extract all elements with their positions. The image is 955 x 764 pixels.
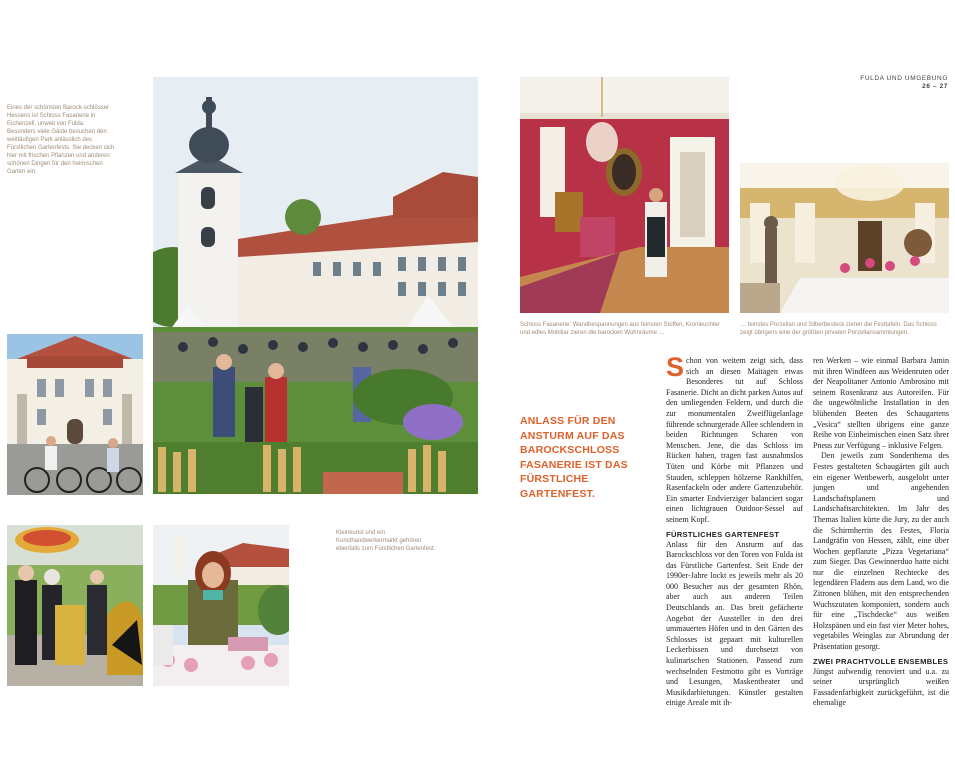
castle-garden-photo <box>153 77 478 494</box>
red-room-photo <box>520 77 729 313</box>
interior-left-caption: Schloss Fasanerie: Wandbespannungen aus feinsten Stoffen, Kronleuchter und edles Mobiliar zieren die barocken Wohnräume … <box>520 322 720 336</box>
article-paragraph: Anlass für den Ansturm auf das Barockschloss vor den Toren von Fulda ist das Fürstliche Gartenfest. Seit Ende der 1990er-Jahre lockt es jeweils mehr als 20 000 Besucher aus der gesamten Rhön, aber auch aus anderen Teilen Deutschlands an. Das breit gefächerte Angebot der Aussteller in den drei ummauerten Höfen und in den Gärten des Schlosses ist gepaart mit kulturellen Leckerbissen und durchsetzt von kulinarischen Stationen. Passend zum wechselnden Festmotto gibt es Vorträge und Lesungen, Maskentheater und Musikdarbietungen. Künstler gestalten einige Areale mit ih- <box>666 539 803 708</box>
article-lead: chon von weitem zeigt sich, dass sich an diesen Maitagen etwas Besonderes tut auf Schloss Fasanerie. Dicht an dicht parken Autos auf den umliegenden Feldern, und durch die zur monumentalen Zweiflügelanlage führende schnurgerade Allee schlendern in beiden Richtungen Scharen von Menschen. Jene, die das Schloss im Rücken haben, tragen fast ausnahmslos Tüten und Körbe mit Pflanzen und Stauden, schleppen hölzerne Rankhilfen, Rasenfackeln oder andere Gartenzubehör. Ein smarter Endvierziger balanciert sogar einen lichtgrauen Outdoor-Sessel auf seinem Kopf. <box>666 356 803 524</box>
interior-right-caption: … feinstes Porzellan und Silberbesteck zieren die Festtafeln. Das Schloss zeigt übrigens eine der größten privaten Porzellansammlungen. <box>740 322 937 336</box>
castle-gate-cyclists-photo <box>7 334 143 495</box>
subheading-gartenfest: FÜRSTLICHES GARTENFEST <box>666 529 780 539</box>
pull-quote: ANLASS FÜR DEN ANSTURM AUF DAS BAROCKSCHLOSS FASANERIE IST DAS FÜRSTLICHE GARTENFEST. <box>520 415 628 500</box>
subheading-ensembles: ZWEI PRACHTVOLLE ENSEMBLES <box>813 656 949 666</box>
market-stall-photo <box>153 525 289 686</box>
article-paragraph: ren Werken – wie einmal Barbara Jamin mit ihren Windfeen aus Weidenruten oder der Neapolitaner Antonio Ambrosino mit seinem Rosenkranz aus Autoreifen. Für die ungewöhnliche Installation in den blühenden Beeten des Schaugartens „Vesica“ stellten übrigens eine ganze Reihe von Einheimischen einen Satz ihrer Pneus zur Verfügung – inklusive Felgen. <box>813 356 949 450</box>
banquet-table-photo <box>740 163 949 313</box>
article-column-1 <box>666 352 803 709</box>
market-caption: Kleinkunst und ein Kunsthandwerkermarkt gehören ebenfalls zum Fürstlichen Gartenfest. <box>336 530 436 552</box>
running-header <box>848 75 948 91</box>
performers-photo <box>7 525 143 686</box>
article-column-2 <box>813 356 949 709</box>
drop-cap: S <box>666 352 685 382</box>
intro-caption: Eines der schönsten Barock-schlösser Hessens ist Schloss Fasanerie in Eichenzell, unweit von Fulda. Besonders viele Gäste besuchen den weitläufigen Park anlässlich des Fürstlichen Gartenfests. Sie decken sich hier mit frischen Pflanzen und anderen schönen Dingen für den heimischen Garten ein. <box>7 105 115 175</box>
article-paragraph: Jüngst aufwendig renoviert und u.a. zu seiner ursprünglich weißen Fassadenfarbigkeit zurückgeführt, ist die ehemalige <box>813 666 949 708</box>
page-numbers: 26 – 27 <box>922 83 948 90</box>
article-paragraph: Den jeweils zum Sonderthema des Festes gestalteten Schaugärten gilt auch ein eigener Wettbewerb, ausgelobt unter jungen und angehenden Landschaftsplanern und Landschaftsarchitekten. Im Jahr des Themas Italien kürte die Jury, zu der auch die Schirmherrin des Festes, Floria Landgräfin von Hessen, zählt, eine über Wochen gepflanzte „Pizza Vegetariana“ zum Sieger. Das Gewinnerduo hatte nicht nur die einzelnen Rechtecke des legendären Fladens aus dem Land, wo die Zitronen blühen, mit den entsprechenden Wuchszutaten komponiert, sondern auch für eine „Tischdecke“ aus weißen Holzspänen und ein fast vier Meter hohes, vegetabiles Weinglas zur Abrundung der Präsentation gesorgt. <box>813 451 949 652</box>
section-title: FULDA UND UMGEBUNG <box>860 75 948 82</box>
